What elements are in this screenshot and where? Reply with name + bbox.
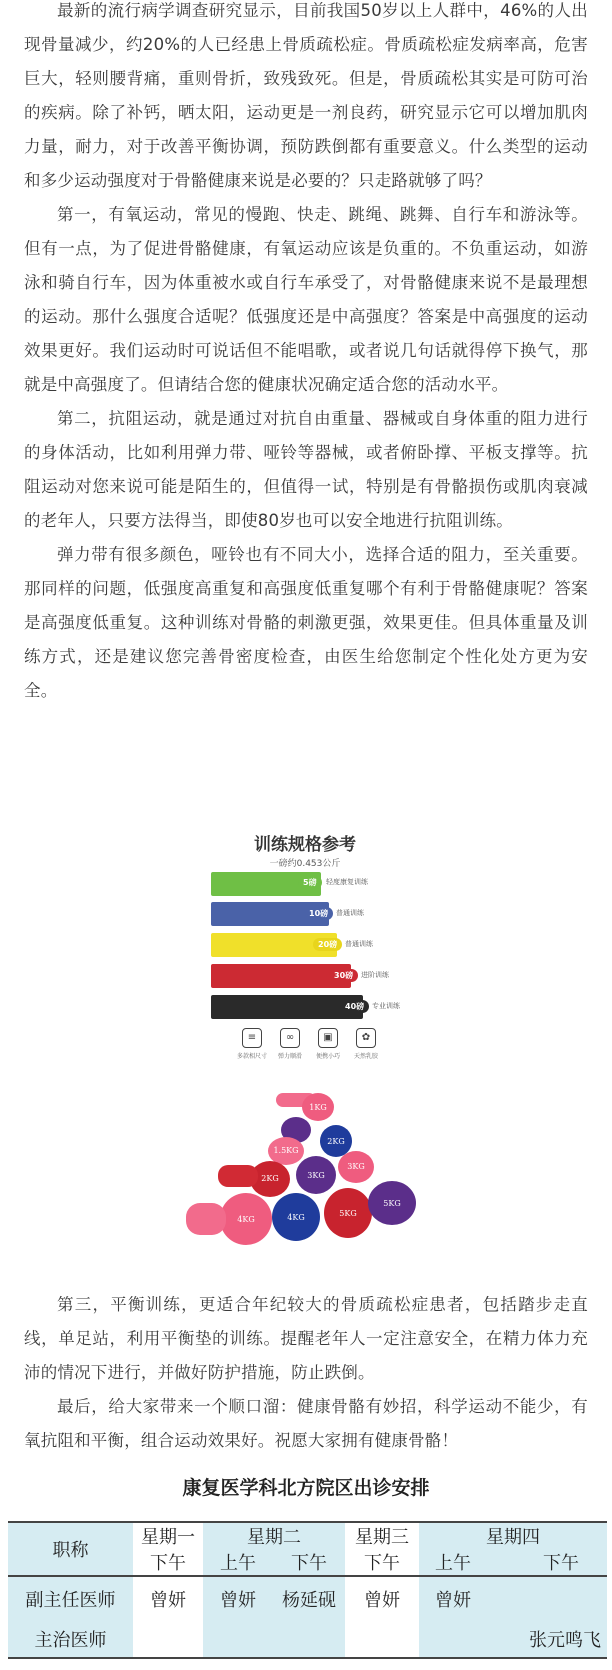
role-cell: 主治医师	[8, 1620, 133, 1658]
figure-title: 训练规格参考	[254, 835, 356, 855]
doctor-cell: 曾妍	[203, 1576, 273, 1620]
svg-text:3KG: 3KG	[347, 1162, 365, 1171]
link-icon: ∞	[280, 1028, 300, 1048]
doctor-cell	[419, 1620, 487, 1658]
band-tag: 10磅	[304, 907, 333, 920]
role-cell: 副主任医师	[8, 1576, 133, 1620]
slot-header: 下午	[345, 1549, 419, 1576]
band-desc: 进阶训练	[361, 971, 389, 979]
band-tag: 40磅	[340, 1000, 369, 1013]
weight-label: 4KG	[237, 1215, 255, 1224]
svg-text:2KG: 2KG	[327, 1137, 345, 1146]
doctor-cell	[345, 1620, 419, 1658]
band-desc: 普通训练	[336, 909, 364, 917]
slot-header: 上午	[419, 1549, 487, 1576]
slot-header: 下午	[273, 1549, 345, 1576]
band-desc: 轻度康复训练	[326, 878, 368, 886]
band-tag: 30磅	[329, 969, 358, 982]
doctor-cell: 曾妍	[345, 1576, 419, 1620]
feature-label: 多款相尺寸	[236, 1053, 267, 1060]
weight-label: 1KG	[309, 1103, 327, 1112]
weight-label: 3KG	[307, 1171, 325, 1180]
role-header: 职称	[8, 1522, 133, 1576]
svg-text:1.5KG: 1.5KG	[273, 1146, 299, 1155]
slot-header: 上午	[203, 1549, 273, 1576]
figure-subtitle: 一磅约0.453公斤	[269, 859, 341, 869]
weight-label: 5KG	[339, 1209, 357, 1218]
feature-item	[311, 1028, 345, 1060]
schedule-title: 康复医学科北方院区出诊安排	[182, 1477, 430, 1499]
paragraph-aerobic: 第一，有氧运动，常见的慢跑、快走、跳绳、跳舞、自行车和游泳等。但有一点，为了促进骨骼健康，有氧运动应该是负重的。不负重运动，如游泳和骑自行车，因为体重被水或自行车承受了，对骨骼健康来说不是最理想的运动。那什么强度合适呢？低强度还是中高强度？答案是中高强度的运动效果更好。我们运动时可说话但不能唱歌，或者说几句话就得停下换气，那就是中高强度了。但请结合您的健康状况确定适合您的活动水平。	[24, 205, 588, 394]
doctor-cell	[487, 1576, 607, 1620]
wallet-icon: ▣	[318, 1028, 338, 1048]
day-header: 星期三	[345, 1522, 419, 1549]
article	[0, 0, 612, 708]
feature-label: 便携小巧	[315, 1053, 340, 1060]
leaf-icon: ✿	[356, 1028, 376, 1048]
doctor-cell	[273, 1620, 345, 1658]
band-tag: 5磅	[298, 876, 322, 889]
doctor-cell	[133, 1620, 203, 1658]
dumbbells-figure	[178, 1085, 428, 1270]
svg-text:4KG: 4KG	[287, 1213, 305, 1222]
doctor-cell: 曾妍	[419, 1576, 487, 1620]
sizes-icon: ≡	[242, 1028, 262, 1048]
paragraph-balance: 第三，平衡训练，更适合年纪较大的骨质疏松症患者，包括踏步走直线，单足站，利用平衡垫的训练。提醒老年人一定注意安全，在精力体力充沛的情况下进行，并做好防护措施，防止跌倒。	[24, 1295, 588, 1382]
svg-text:5KG: 5KG	[383, 1199, 401, 1208]
day-header: 星期一	[133, 1522, 203, 1549]
day-header: 星期二	[203, 1522, 345, 1549]
doctor-cell	[203, 1620, 273, 1658]
feature-label: 弹力顺滑	[277, 1053, 302, 1060]
weight-label: 2KG	[261, 1174, 279, 1183]
article-continued	[0, 1288, 612, 1458]
slot-header: 下午	[133, 1549, 203, 1576]
feature-item	[349, 1028, 383, 1060]
band-tag: 20磅	[313, 938, 342, 951]
resistance-bands-figure	[175, 818, 435, 1073]
slot-header: 下午	[487, 1549, 607, 1576]
paragraph-intro: 最新的流行病学调查研究显示，目前我国50岁以上人群中，46%的人出现骨量减少，约20%的人已经患上骨质疏松症。骨质疏松症发病率高，危害巨大，轻则腰背痛，重则骨折，致残致死。但是，骨质疏松其实是可防可治的疾病。除了补钙，晒太阳，运动更是一剂良药，研究显示它可以增加肌肉力量，耐力，对于改善平衡协调，预防跌倒都有重要意义。什么类型的运动和多少运动强度对于骨骼健康来说是必要的？只走路就够了吗？	[24, 1, 588, 190]
feature-item	[235, 1028, 269, 1060]
paragraph-resistance: 第二，抗阻运动，就是通过对抗自由重量、器械或自身体重的阻力进行的身体活动，比如利用弹力带、哑铃等器械，或者俯卧撑、平板支撑等。抗阻运动对您来说可能是陌生的，但值得一试，特别是有骨骼损伤或肌肉衰减的老年人，只要方法得当，即使80岁也可以安全地进行抗阻训练。	[24, 409, 588, 530]
doctor-cell: 曾妍	[133, 1576, 203, 1620]
paragraph-bands-dumbbells: 弹力带有很多颜色，哑铃也有不同大小，选择合适的阻力，至关重要。那同样的问题，低强度高重复和高强度低重复哪个有利于骨骼健康呢？答案是高强度低重复。这种训练对骨骼的刺激更强，效果更佳。但具体重量及训练方式，还是建议您完善骨密度检查，由医生给您制定个性化处方更为安全。	[24, 545, 588, 700]
band-desc: 专业训练	[372, 1002, 400, 1010]
doctor-cell: 杨延砚	[273, 1576, 345, 1620]
paragraph-closing: 最后，给大家带来一个顺口溜：健康骨骼有妙招，科学运动不能少，有氧抗阻和平衡，组合运动效果好。祝愿大家拥有健康骨骼！	[24, 1397, 588, 1450]
feature-item	[273, 1028, 307, 1060]
doctor-cell: 张元鸣飞	[487, 1620, 607, 1658]
feature-icons	[235, 1028, 385, 1068]
day-header: 星期四	[419, 1522, 607, 1549]
band-desc: 普通训练	[345, 940, 373, 948]
feature-label: 天然乳胶	[353, 1053, 378, 1060]
schedule-table	[8, 1521, 607, 1659]
